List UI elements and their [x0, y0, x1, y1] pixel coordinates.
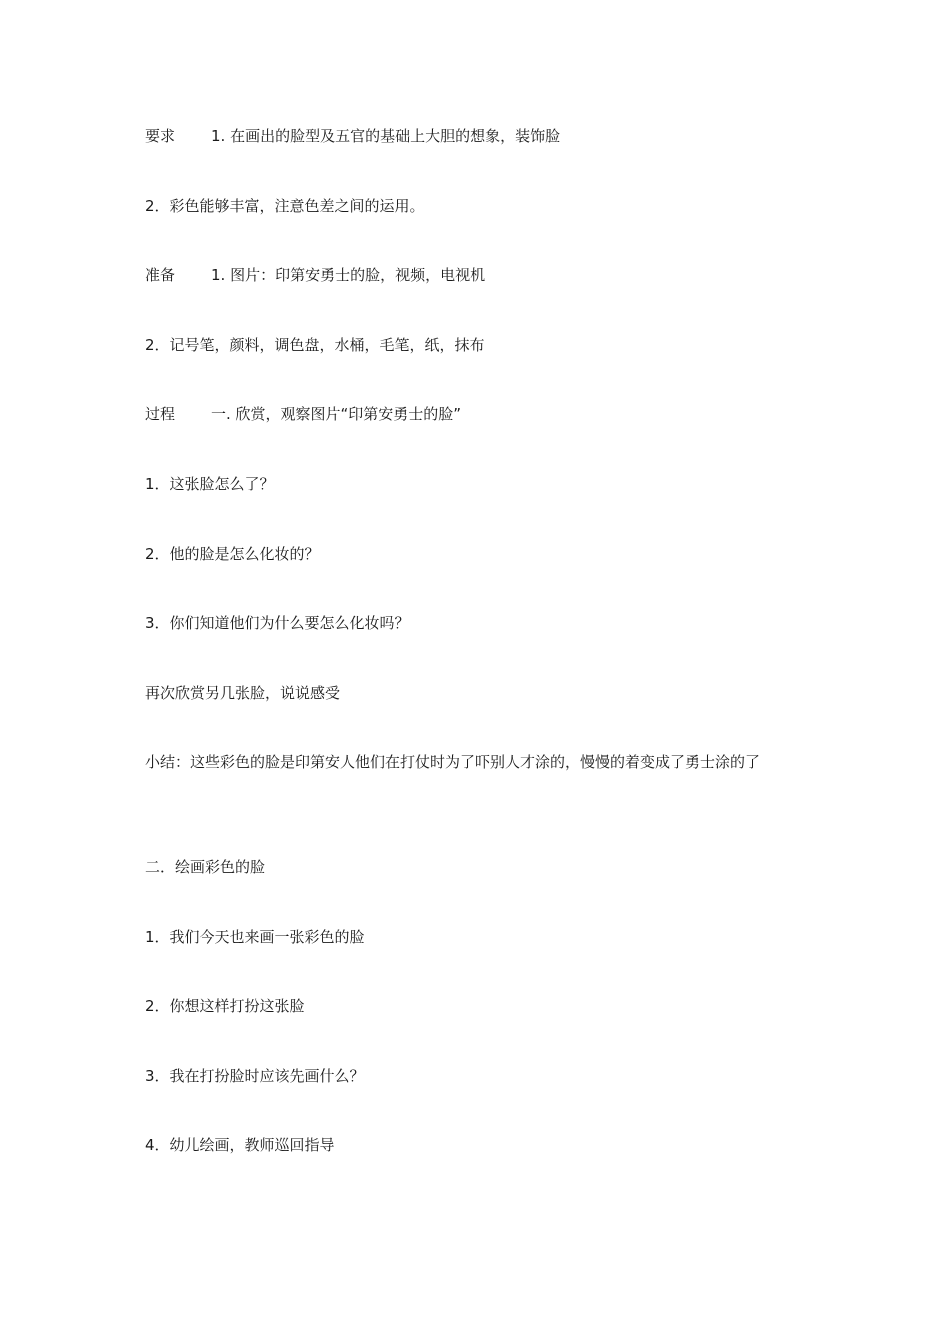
- preparation-label: 准备: [145, 266, 176, 284]
- process-row: [145, 397, 815, 432]
- requirements-label: 要求: [145, 127, 176, 145]
- list-item: 1．我们今天也来画一张彩色的脸: [145, 928, 365, 946]
- requirements-item-2: 2．彩色能够丰富，注意色差之间的运用。: [145, 197, 425, 215]
- section-2-title: 二．绘画彩色的脸: [145, 858, 266, 876]
- requirements-item-1: 1. 在画出的脸型及五官的基础上大胆的想象，装饰脸: [211, 127, 561, 145]
- list-item: 2．你想这样打扮这张脸: [145, 997, 305, 1015]
- list-item: 4．幼儿绘画，教师巡回指导: [145, 1136, 335, 1154]
- preparation-row: [145, 258, 815, 293]
- list-item: 2．他的脸是怎么化妆的？: [145, 545, 320, 563]
- summary-paragraph: 小结：这些彩色的脸是印第安人他们在打仗时为了吓别人才涂的，慢慢的着变成了勇士涂的了: [145, 753, 761, 771]
- appreciate-again-text: 再次欣赏另几张脸，说说感受: [145, 684, 341, 702]
- list-item: 1．这张脸怎么了？: [145, 475, 275, 493]
- preparation-item-2: 2．记号笔，颜料，调色盘，水桶，毛笔，纸，抹布: [145, 336, 485, 354]
- list-item: 3．我在打扮脸时应该先画什么？: [145, 1067, 365, 1085]
- requirements-row: [145, 119, 815, 154]
- process-label: 过程: [145, 405, 176, 423]
- preparation-item-1: 1. 图片：印第安勇士的脸，视频，电视机: [211, 266, 486, 284]
- list-item: 3．你们知道他们为什么要怎么化妆吗？: [145, 614, 410, 632]
- section-1-title: 一. 欣赏，观察图片“印第安勇士的脸”: [211, 405, 462, 423]
